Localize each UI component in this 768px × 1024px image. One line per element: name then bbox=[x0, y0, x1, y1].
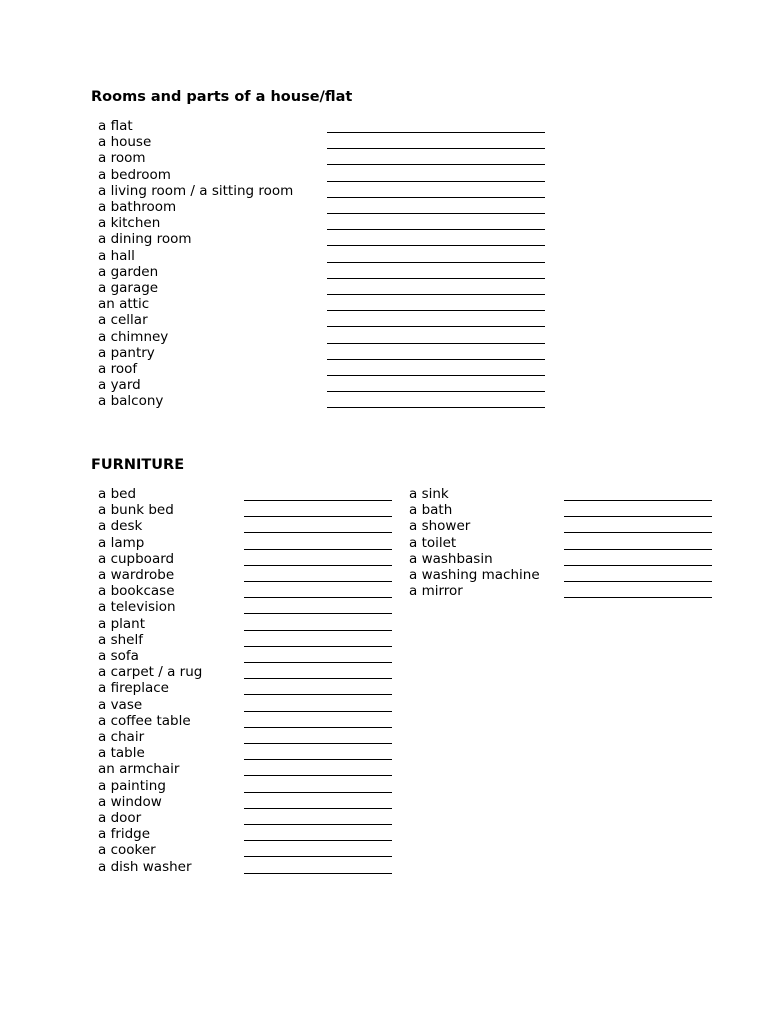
answer-blank-line bbox=[327, 326, 545, 327]
vocab-word: a vase bbox=[98, 696, 143, 713]
vocab-word: a window bbox=[98, 793, 162, 810]
vocab-word: a table bbox=[98, 745, 145, 762]
vocab-word: a carpet / a rug bbox=[98, 664, 203, 681]
answer-blank-line bbox=[244, 743, 392, 744]
answer-blank-line bbox=[327, 359, 545, 360]
vocab-word: a sofa bbox=[98, 648, 139, 664]
vocab-word: a cooker bbox=[98, 842, 156, 859]
vocab-word: a dining room bbox=[98, 231, 192, 248]
vocab-word: a house bbox=[98, 134, 152, 151]
vocab-word: a sink bbox=[409, 486, 449, 502]
answer-blank-line bbox=[244, 646, 392, 647]
answer-blank-line bbox=[327, 343, 545, 344]
vocab-word: a dish washer bbox=[98, 858, 192, 875]
vocab-word: a washing machine bbox=[409, 567, 540, 583]
vocab-word: a coffee table bbox=[98, 712, 191, 729]
answer-blank-line bbox=[244, 711, 392, 712]
vocab-word: a garden bbox=[98, 263, 159, 280]
answer-blank-line bbox=[327, 391, 545, 392]
furniture-section-title: FURNITURE bbox=[91, 457, 185, 473]
vocab-word: a bunk bed bbox=[98, 502, 174, 519]
vocab-word: a garage bbox=[98, 280, 159, 296]
vocab-word: a room bbox=[98, 150, 146, 167]
answer-blank-line bbox=[244, 678, 392, 679]
vocab-word: a bedroom bbox=[98, 166, 171, 183]
answer-blank-line bbox=[244, 694, 392, 695]
vocab-word: a mirror bbox=[409, 583, 463, 600]
answer-blank-line bbox=[327, 262, 545, 263]
answer-blank-line bbox=[244, 532, 392, 533]
answer-blank-line bbox=[327, 294, 545, 295]
vocab-word: a cupboard bbox=[98, 550, 175, 567]
vocab-word: a washbasin bbox=[409, 550, 493, 567]
vocab-word: a chimney bbox=[98, 328, 169, 345]
answer-blank-line bbox=[244, 873, 392, 874]
vocab-word: an attic bbox=[98, 296, 150, 313]
answer-blank-line bbox=[244, 597, 392, 598]
answer-blank-line bbox=[327, 148, 545, 149]
vocab-word: a roof bbox=[98, 361, 138, 377]
answer-blank-line bbox=[327, 164, 545, 165]
answer-blank-line bbox=[564, 532, 712, 533]
vocab-word: a plant bbox=[98, 615, 146, 632]
vocab-word: a living room / a sitting room bbox=[98, 182, 294, 199]
answer-blank-line bbox=[244, 516, 392, 517]
vocab-word: a television bbox=[98, 599, 176, 616]
vocab-word: a painting bbox=[98, 777, 166, 794]
answer-blank-line bbox=[327, 229, 545, 230]
answer-blank-line bbox=[327, 310, 545, 311]
answer-blank-line bbox=[244, 727, 392, 728]
answer-blank-line bbox=[244, 824, 392, 825]
answer-blank-line bbox=[327, 245, 545, 246]
answer-blank-line bbox=[327, 407, 545, 408]
answer-blank-line bbox=[244, 856, 392, 857]
answer-blank-line bbox=[244, 808, 392, 809]
answer-blank-line bbox=[564, 581, 712, 582]
answer-blank-line bbox=[244, 662, 392, 663]
answer-blank-line bbox=[327, 132, 545, 133]
vocab-word: a bath bbox=[409, 502, 453, 519]
vocab-word: a bed bbox=[98, 486, 137, 502]
answer-blank-line bbox=[244, 581, 392, 582]
answer-blank-line bbox=[564, 516, 712, 517]
vocab-word: a fireplace bbox=[98, 680, 169, 697]
answer-blank-line bbox=[564, 565, 712, 566]
answer-blank-line bbox=[244, 775, 392, 776]
vocab-word: a yard bbox=[98, 377, 141, 394]
vocab-word: a hall bbox=[98, 247, 135, 264]
rooms-section-title: Rooms and parts of a house/flat bbox=[91, 89, 353, 105]
answer-blank-line bbox=[564, 597, 712, 598]
vocab-word: a flat bbox=[98, 118, 133, 134]
answer-blank-line bbox=[244, 549, 392, 550]
answer-blank-line bbox=[244, 630, 392, 631]
vocab-word: a shower bbox=[409, 518, 471, 535]
answer-blank-line bbox=[244, 565, 392, 566]
vocab-word: a cellar bbox=[98, 312, 148, 329]
answer-blank-line bbox=[244, 500, 392, 501]
vocab-word: a desk bbox=[98, 518, 143, 535]
answer-blank-line bbox=[244, 840, 392, 841]
vocab-word: a pantry bbox=[98, 344, 155, 361]
vocab-word: a balcony bbox=[98, 393, 164, 410]
answer-blank-line bbox=[327, 181, 545, 182]
vocab-word: a toilet bbox=[409, 534, 457, 551]
vocab-word: a wardrobe bbox=[98, 567, 175, 583]
vocab-word: a kitchen bbox=[98, 215, 161, 232]
vocab-word: a fridge bbox=[98, 826, 151, 843]
answer-blank-line bbox=[564, 549, 712, 550]
vocab-word: an armchair bbox=[98, 761, 180, 778]
answer-blank-line bbox=[244, 792, 392, 793]
answer-blank-line bbox=[327, 278, 545, 279]
answer-blank-line bbox=[564, 500, 712, 501]
vocab-word: a bathroom bbox=[98, 199, 177, 215]
vocab-word: a shelf bbox=[98, 631, 143, 648]
vocab-word: a lamp bbox=[98, 534, 145, 551]
vocab-word: a door bbox=[98, 810, 142, 826]
vocab-word: a bookcase bbox=[98, 583, 175, 600]
answer-blank-line bbox=[327, 375, 545, 376]
answer-blank-line bbox=[327, 197, 545, 198]
answer-blank-line bbox=[327, 213, 545, 214]
answer-blank-line bbox=[244, 613, 392, 614]
answer-blank-line bbox=[244, 759, 392, 760]
vocab-word: a chair bbox=[98, 729, 145, 745]
